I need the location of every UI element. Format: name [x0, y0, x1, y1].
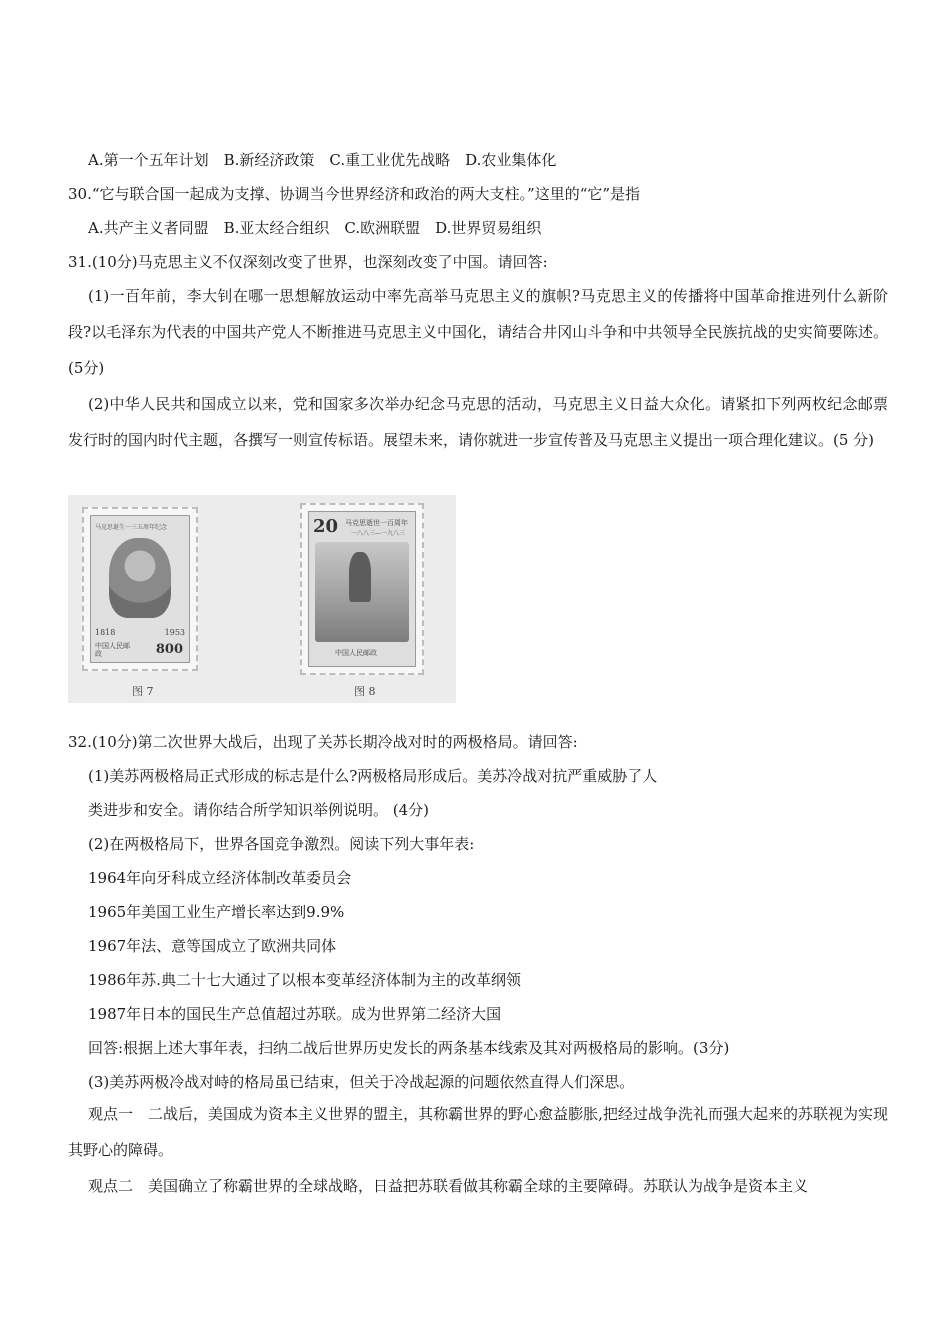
stamp2-years: 一八八三—一九八三: [351, 530, 406, 537]
stamp2-value: 20: [313, 516, 339, 537]
event-1965: 1965年美国工业生产增长率达到9.9%: [88, 903, 345, 921]
event-1967: 1967年法、意等国成立了欧洲共同体: [88, 937, 337, 955]
stamp1-value: 800: [155, 642, 183, 657]
stamp2-top-text: 马克思逝世一百周年: [345, 519, 408, 527]
q32-view2: 观点二 美国确立了称霸世界的全球战略，日益把苏联看做其称霸全球的主要障碍。苏联认为战争是资本主义: [88, 1177, 809, 1195]
speaker-figure-icon: [349, 552, 371, 602]
figure-8-caption: 图 8: [354, 685, 376, 698]
q32-part1-line1: (1)美苏两极格局正式形成的标志是什么?两极格局形成后。美苏冷战对抗严重威胁了人: [88, 767, 658, 785]
q29-options: A.第一个五年计划 B.新经济政策 C.重工业优先战略 D.农业集体化: [88, 151, 557, 169]
q32-part1-line2: 类进步和安全。请你结合所学知识举例说明。 (4分): [88, 801, 430, 819]
stamp1-year-right: 1953: [164, 628, 185, 637]
event-1987: 1987年日本的国民生产总值超过苏联。成为世界第二经济大国: [88, 1005, 502, 1023]
marx-stamp-1983: [300, 503, 424, 675]
stamp2-country: 中国人民邮政: [335, 649, 377, 657]
q32-stem: 32.(10分)第二次世界大战后，出现了关苏长期冷战对时的两极格局。请回答:: [68, 733, 578, 751]
marx-stamp-1953: [82, 507, 198, 671]
q32-answer-prompt: 回答:根据上述大事年表，扫纳二战后世界历史发长的两条基本线索及其对两极格局的影响。(3分): [88, 1039, 730, 1057]
q32-part3: (3)美苏两极冷战对峙的格局虽已结束，但关于冷战起源的问题依然直得人们深思。: [88, 1073, 635, 1091]
stamps-figure: [68, 495, 456, 703]
q30-options: A.共产主义者同盟 B.亚太经合组织 C.欧洲联盟 D.世界贸易组织: [88, 219, 542, 237]
event-1986: 1986年苏.典二十七大通过了以根本变革经济体制为主的改革纲领: [88, 971, 521, 989]
event-1964: 1964年向牙科成立经济体制改革委员会: [88, 869, 352, 887]
q31-part1: (1)一百年前，李大钊在哪一思想解放运动中率先高举马克思主义的旗帜?马克思主义的传播将中国革命推进列什么新阶段?以毛泽东为代表的中国共产党人不断推进马克思主义中国化，请结合井冈山斗争和中共领导全民族抗战的史实简要陈述。(5分): [68, 287, 888, 377]
marx-portrait-icon: [109, 538, 171, 618]
q31-stem: 31.(10分)马克思主义不仅深刻改变了世界，也深刻改变了中国。请回答:: [68, 253, 548, 271]
stamp1-country: 中国人民邮政: [95, 642, 130, 658]
figure-7-caption: 图 7: [132, 685, 154, 698]
q32-part2: (2)在两极格局下，世界各国竞争激烈。阅读下列大事年表:: [88, 835, 475, 853]
q30-stem: 30.“它与联合国一起成为支撑、协调当今世界经济和政治的两大支柱。”这里的“它”是指: [68, 185, 641, 203]
q31-part2: (2)中华人民共和国成立以来，党和国家多次举办纪念马克思的活动，马克思主义日益大众化。请紧扣下列两枚纪念邮票发行时的国内时代主题，各撰写一则宣传标语。展望未来，请你就进一步宣传普及马克思主义提出一项合理化建议。(5 分): [68, 395, 888, 449]
q32-view1: 观点一 二战后，美国成为资本主义世界的盟主，其称霸世界的野心愈益膨胀,把经过战争洗礼而强大起来的苏联视为实现其野心的障碍。: [68, 1105, 888, 1159]
stamp1-year-left: 1818: [95, 628, 116, 637]
stamp1-top-text: 马克思诞生一三五周年纪念: [95, 524, 168, 531]
